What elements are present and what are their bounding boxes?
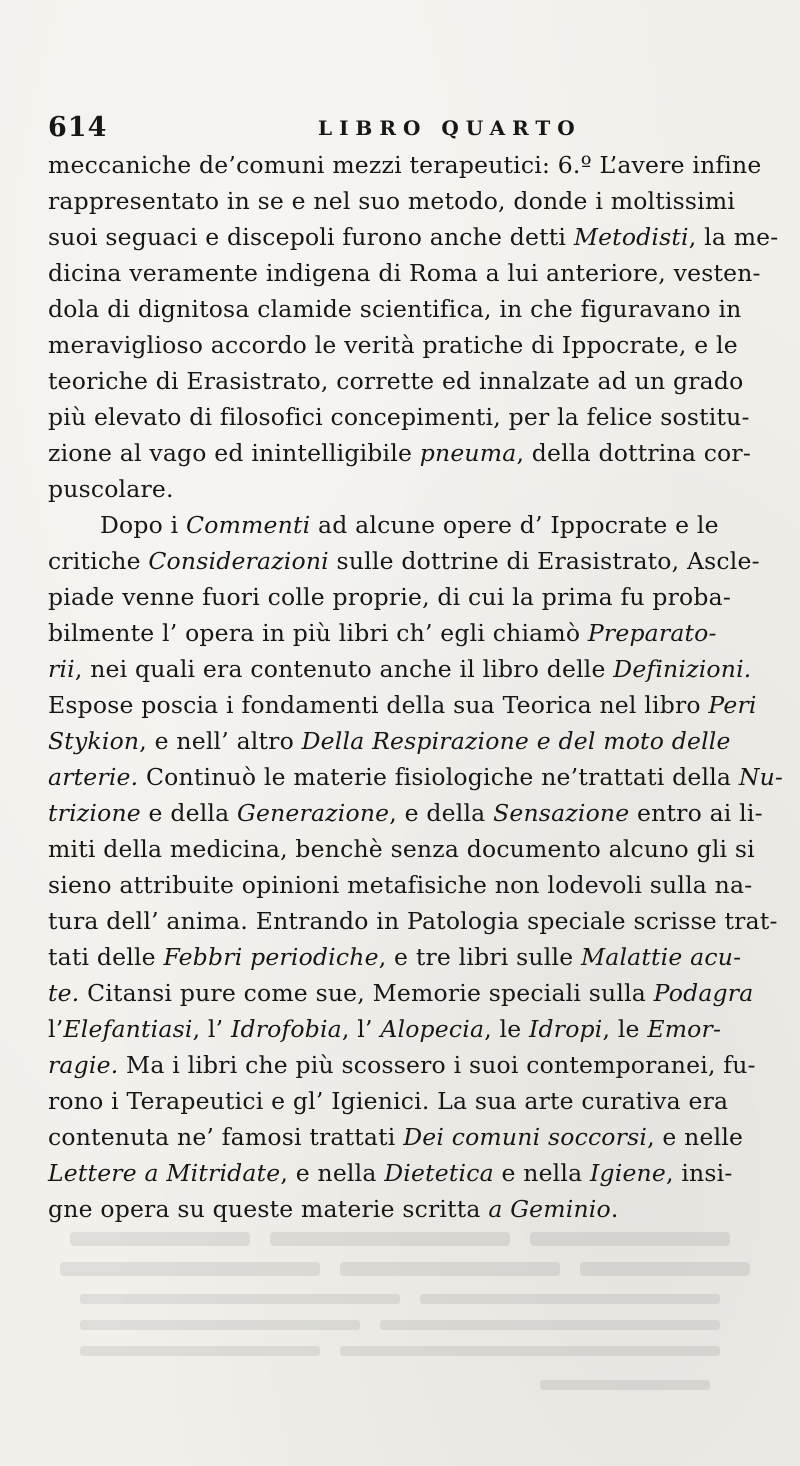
text-run: gne opera su queste materie scritta bbox=[48, 1195, 489, 1223]
italic-term: Sensazione bbox=[493, 799, 630, 827]
text-run: Ma i libri che più scossero i suoi contemporanei, fu- bbox=[118, 1051, 756, 1079]
italic-term: Commenti bbox=[186, 511, 311, 539]
text-line: meccaniche de’comuni mezzi terapeutici: 6.º L’avere infine bbox=[48, 151, 762, 179]
text-run: suoi seguaci e discepoli furono anche detti bbox=[48, 223, 574, 251]
text-line: rappresentato in se e nel suo metodo, donde i moltissimi bbox=[48, 187, 736, 215]
italic-term: arterie. bbox=[48, 763, 139, 791]
text-run: , le bbox=[484, 1015, 530, 1043]
page-number: 614 bbox=[48, 112, 108, 143]
text-line bbox=[48, 795, 763, 831]
italic-term: Lettere a Mitridate bbox=[48, 1159, 281, 1187]
text-run: sulle dottrine di Erasistrato, Ascle- bbox=[328, 547, 760, 575]
show-through-texture bbox=[0, 1220, 800, 1460]
text-line: miti della medicina, benchè senza documento alcuno gli si bbox=[48, 835, 755, 863]
text-run: Espose poscia i fondamenti della sua Teorica nel libro bbox=[48, 691, 709, 719]
italic-term: Nu- bbox=[738, 763, 784, 791]
text-line bbox=[48, 219, 779, 255]
italic-term: te. bbox=[48, 979, 80, 1007]
text-line: tura dell’ anima. Entrando in Patologia speciale scrisse trat- bbox=[48, 907, 778, 935]
text-run: , della dottrina cor- bbox=[516, 439, 751, 467]
text-line: dola di dignitosa clamide scientifica, in che figuravano in bbox=[48, 295, 742, 323]
body-text bbox=[48, 147, 784, 1227]
italic-term: trizione bbox=[48, 799, 141, 827]
text-run: tati delle bbox=[48, 943, 164, 971]
italic-term: Idropi bbox=[529, 1015, 603, 1043]
italic-term: Emor- bbox=[647, 1015, 722, 1043]
running-title: LIBRO QUARTO bbox=[318, 116, 582, 140]
text-line: puscolare. bbox=[48, 475, 174, 503]
text-line bbox=[48, 543, 760, 579]
italic-term: Podagra bbox=[653, 979, 754, 1007]
italic-term: Malattie acu- bbox=[580, 943, 742, 971]
text-run: , l’ bbox=[192, 1015, 231, 1043]
text-run: , nei quali era contenuto anche il libro delle bbox=[74, 655, 614, 683]
paragraph-start-line bbox=[48, 507, 760, 543]
text-line: rono i Terapeutici e gl’ Igienici. La sua arte curativa era bbox=[48, 1087, 729, 1115]
text-line bbox=[48, 687, 760, 723]
text-run: , la me- bbox=[688, 223, 779, 251]
italic-term: Peri bbox=[708, 691, 757, 719]
text-line bbox=[48, 1155, 760, 1191]
italic-term: ragie. bbox=[48, 1051, 119, 1079]
text-run: Dopo i bbox=[100, 511, 187, 539]
text-line bbox=[48, 651, 760, 687]
italic-term: Stykion bbox=[48, 727, 140, 755]
text-line: meraviglioso accordo le verità pratiche di Ippocrate, e le bbox=[48, 331, 738, 359]
text-line bbox=[48, 975, 760, 1011]
italic-term: Preparato- bbox=[587, 619, 717, 647]
italic-term: Elefantiasi bbox=[63, 1015, 193, 1043]
italic-term: Generazione bbox=[237, 799, 390, 827]
text-run: , e nella bbox=[280, 1159, 385, 1187]
text-line bbox=[48, 1047, 760, 1083]
text-run: Continuò le materie fisiologiche ne’trattati della bbox=[138, 763, 739, 791]
text-line: sieno attribuite opinioni metafisiche non lodevoli sulla na- bbox=[48, 871, 753, 899]
text-run: critiche bbox=[48, 547, 149, 575]
italic-term: Dietetica bbox=[384, 1159, 494, 1187]
italic-term: Dei comuni soccorsi bbox=[403, 1123, 648, 1151]
page-header bbox=[48, 112, 760, 148]
text-line bbox=[48, 759, 784, 795]
text-line bbox=[48, 615, 760, 651]
text-run: , e nelle bbox=[647, 1123, 744, 1151]
text-run: contenuta ne’ famosi trattati bbox=[48, 1123, 404, 1151]
italic-term: Alopecia bbox=[380, 1015, 485, 1043]
text-run: , l’ bbox=[341, 1015, 381, 1043]
text-run: e della bbox=[140, 799, 238, 827]
italic-term: Considerazioni bbox=[148, 547, 329, 575]
text-line: teoriche di Erasistrato, corrette ed innalzate ad un grado bbox=[48, 367, 744, 395]
text-line bbox=[48, 939, 760, 975]
text-run: , insi- bbox=[666, 1159, 733, 1187]
italic-term: Metodisti bbox=[573, 223, 689, 251]
text-line: piade venne fuori colle proprie, di cui la prima fu proba- bbox=[48, 583, 731, 611]
text-line bbox=[48, 1119, 760, 1155]
text-line bbox=[48, 723, 760, 759]
italic-term: Della Respirazione e del moto delle bbox=[301, 727, 731, 755]
text-run: , le bbox=[602, 1015, 648, 1043]
text-run: l’ bbox=[48, 1015, 64, 1043]
text-run: Citansi pure come sue, Memorie speciali sulla bbox=[79, 979, 654, 1007]
italic-term: Definizioni. bbox=[613, 655, 752, 683]
text-run: , e della bbox=[389, 799, 494, 827]
text-line: dicina veramente indigena di Roma a lui anteriore, vesten- bbox=[48, 259, 761, 287]
text-run: , e tre libri sulle bbox=[378, 943, 581, 971]
text-line bbox=[48, 1011, 760, 1047]
text-run: . bbox=[610, 1195, 619, 1223]
italic-term: rii bbox=[48, 655, 75, 683]
text-line bbox=[48, 435, 760, 471]
italic-term: Idrofobia bbox=[230, 1015, 342, 1043]
text-line: più elevato di filosofici concepimenti, per la felice sostitu- bbox=[48, 403, 750, 431]
italic-term: a Geminio bbox=[488, 1195, 611, 1223]
text-run: bilmente l’ opera in più libri ch’ egli chiamò bbox=[48, 619, 588, 647]
text-run: e nella bbox=[493, 1159, 590, 1187]
italic-term: pneuma bbox=[419, 439, 517, 467]
text-run: , e nell’ altro bbox=[139, 727, 302, 755]
italic-term: Igiene bbox=[590, 1159, 666, 1187]
text-run: ad alcune opere d’ Ippocrate e le bbox=[310, 511, 719, 539]
text-run: entro ai li- bbox=[629, 799, 763, 827]
text-run: zione al vago ed inintelligibile bbox=[48, 439, 420, 467]
italic-term: Febbri periodiche bbox=[163, 943, 379, 971]
